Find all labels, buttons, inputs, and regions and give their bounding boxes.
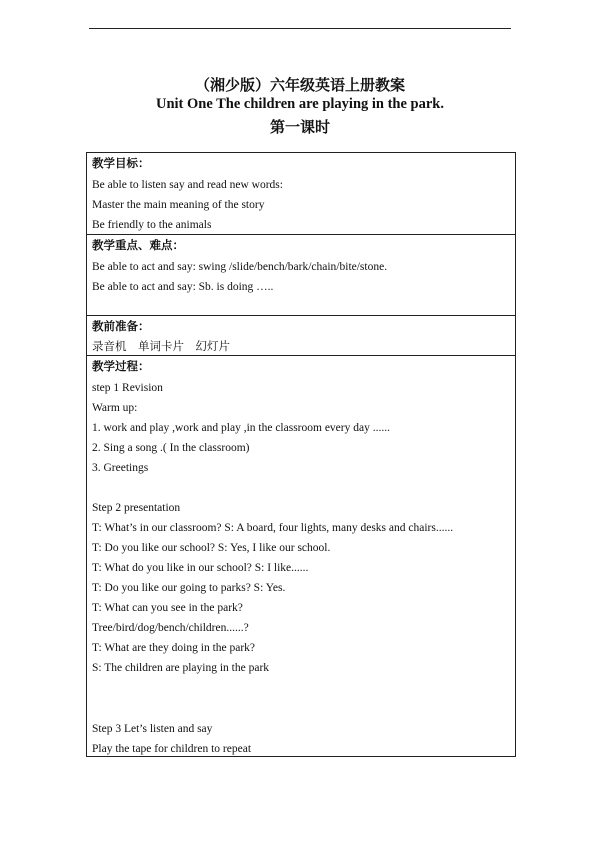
process-line: Step 2 presentation (92, 502, 181, 514)
process-line: T: What can you see in the park? (92, 602, 243, 614)
process-line: T: What do you like in our school? S: I like...... (92, 562, 309, 574)
preparation-heading: 教前准备： (92, 321, 150, 333)
process-line: Tree/bird/dog/bench/children......? (92, 622, 249, 634)
process-line: T: What’s in our classroom? S: A board, four lights, many desks and chairs...... (92, 522, 454, 534)
row-divider (87, 355, 515, 356)
unit-title: Unit One The children are playing in the park. (155, 96, 445, 112)
lesson-plan-table (86, 152, 516, 757)
objective-line: Master the main meaning of the story (92, 199, 265, 211)
process-line: 2. Sing a song .( In the classroom) (92, 442, 250, 454)
process-line: T: What are they doing in the park? (92, 642, 256, 654)
top-rule (89, 28, 511, 29)
process-line: T: Do you like our school? S: Yes, I like our school. (92, 542, 331, 554)
process-line: Play the tape for children to repeat (92, 743, 252, 755)
process-line: S: The children are playing in the park (92, 662, 270, 674)
objectives-heading: 教学目标： (92, 158, 150, 170)
key-point-line: Be able to act and say: Sb. is doing ….. (92, 281, 274, 293)
process-line: Step 3 Let’s listen and say (92, 723, 213, 735)
objective-line: Be able to listen say and read new words: (92, 179, 283, 191)
objective-line: Be friendly to the animals (92, 219, 212, 231)
key-points-heading: 教学重点、难点： (92, 240, 184, 252)
doc-title: （湘少版）六年级英语上册教案 (194, 78, 405, 94)
preparation-line: 录音机 单词卡片 幻灯片 (92, 341, 230, 353)
process-line: step 1 Revision (92, 382, 163, 394)
process-line: 3. Greetings (92, 462, 149, 474)
row-divider (87, 315, 515, 316)
row-divider (87, 234, 515, 235)
process-heading: 教学过程： (92, 361, 150, 373)
process-line: Warm up: (92, 402, 138, 414)
key-point-line: Be able to act and say: swing /slide/bench/bark/chain/bite/stone. (92, 261, 388, 273)
process-line: 1. work and play ,work and play ,in the classroom every day ...... (92, 422, 390, 434)
lesson-title: 第一课时 (269, 120, 330, 136)
process-line: T: Do you like our going to parks? S: Yes. (92, 582, 286, 594)
